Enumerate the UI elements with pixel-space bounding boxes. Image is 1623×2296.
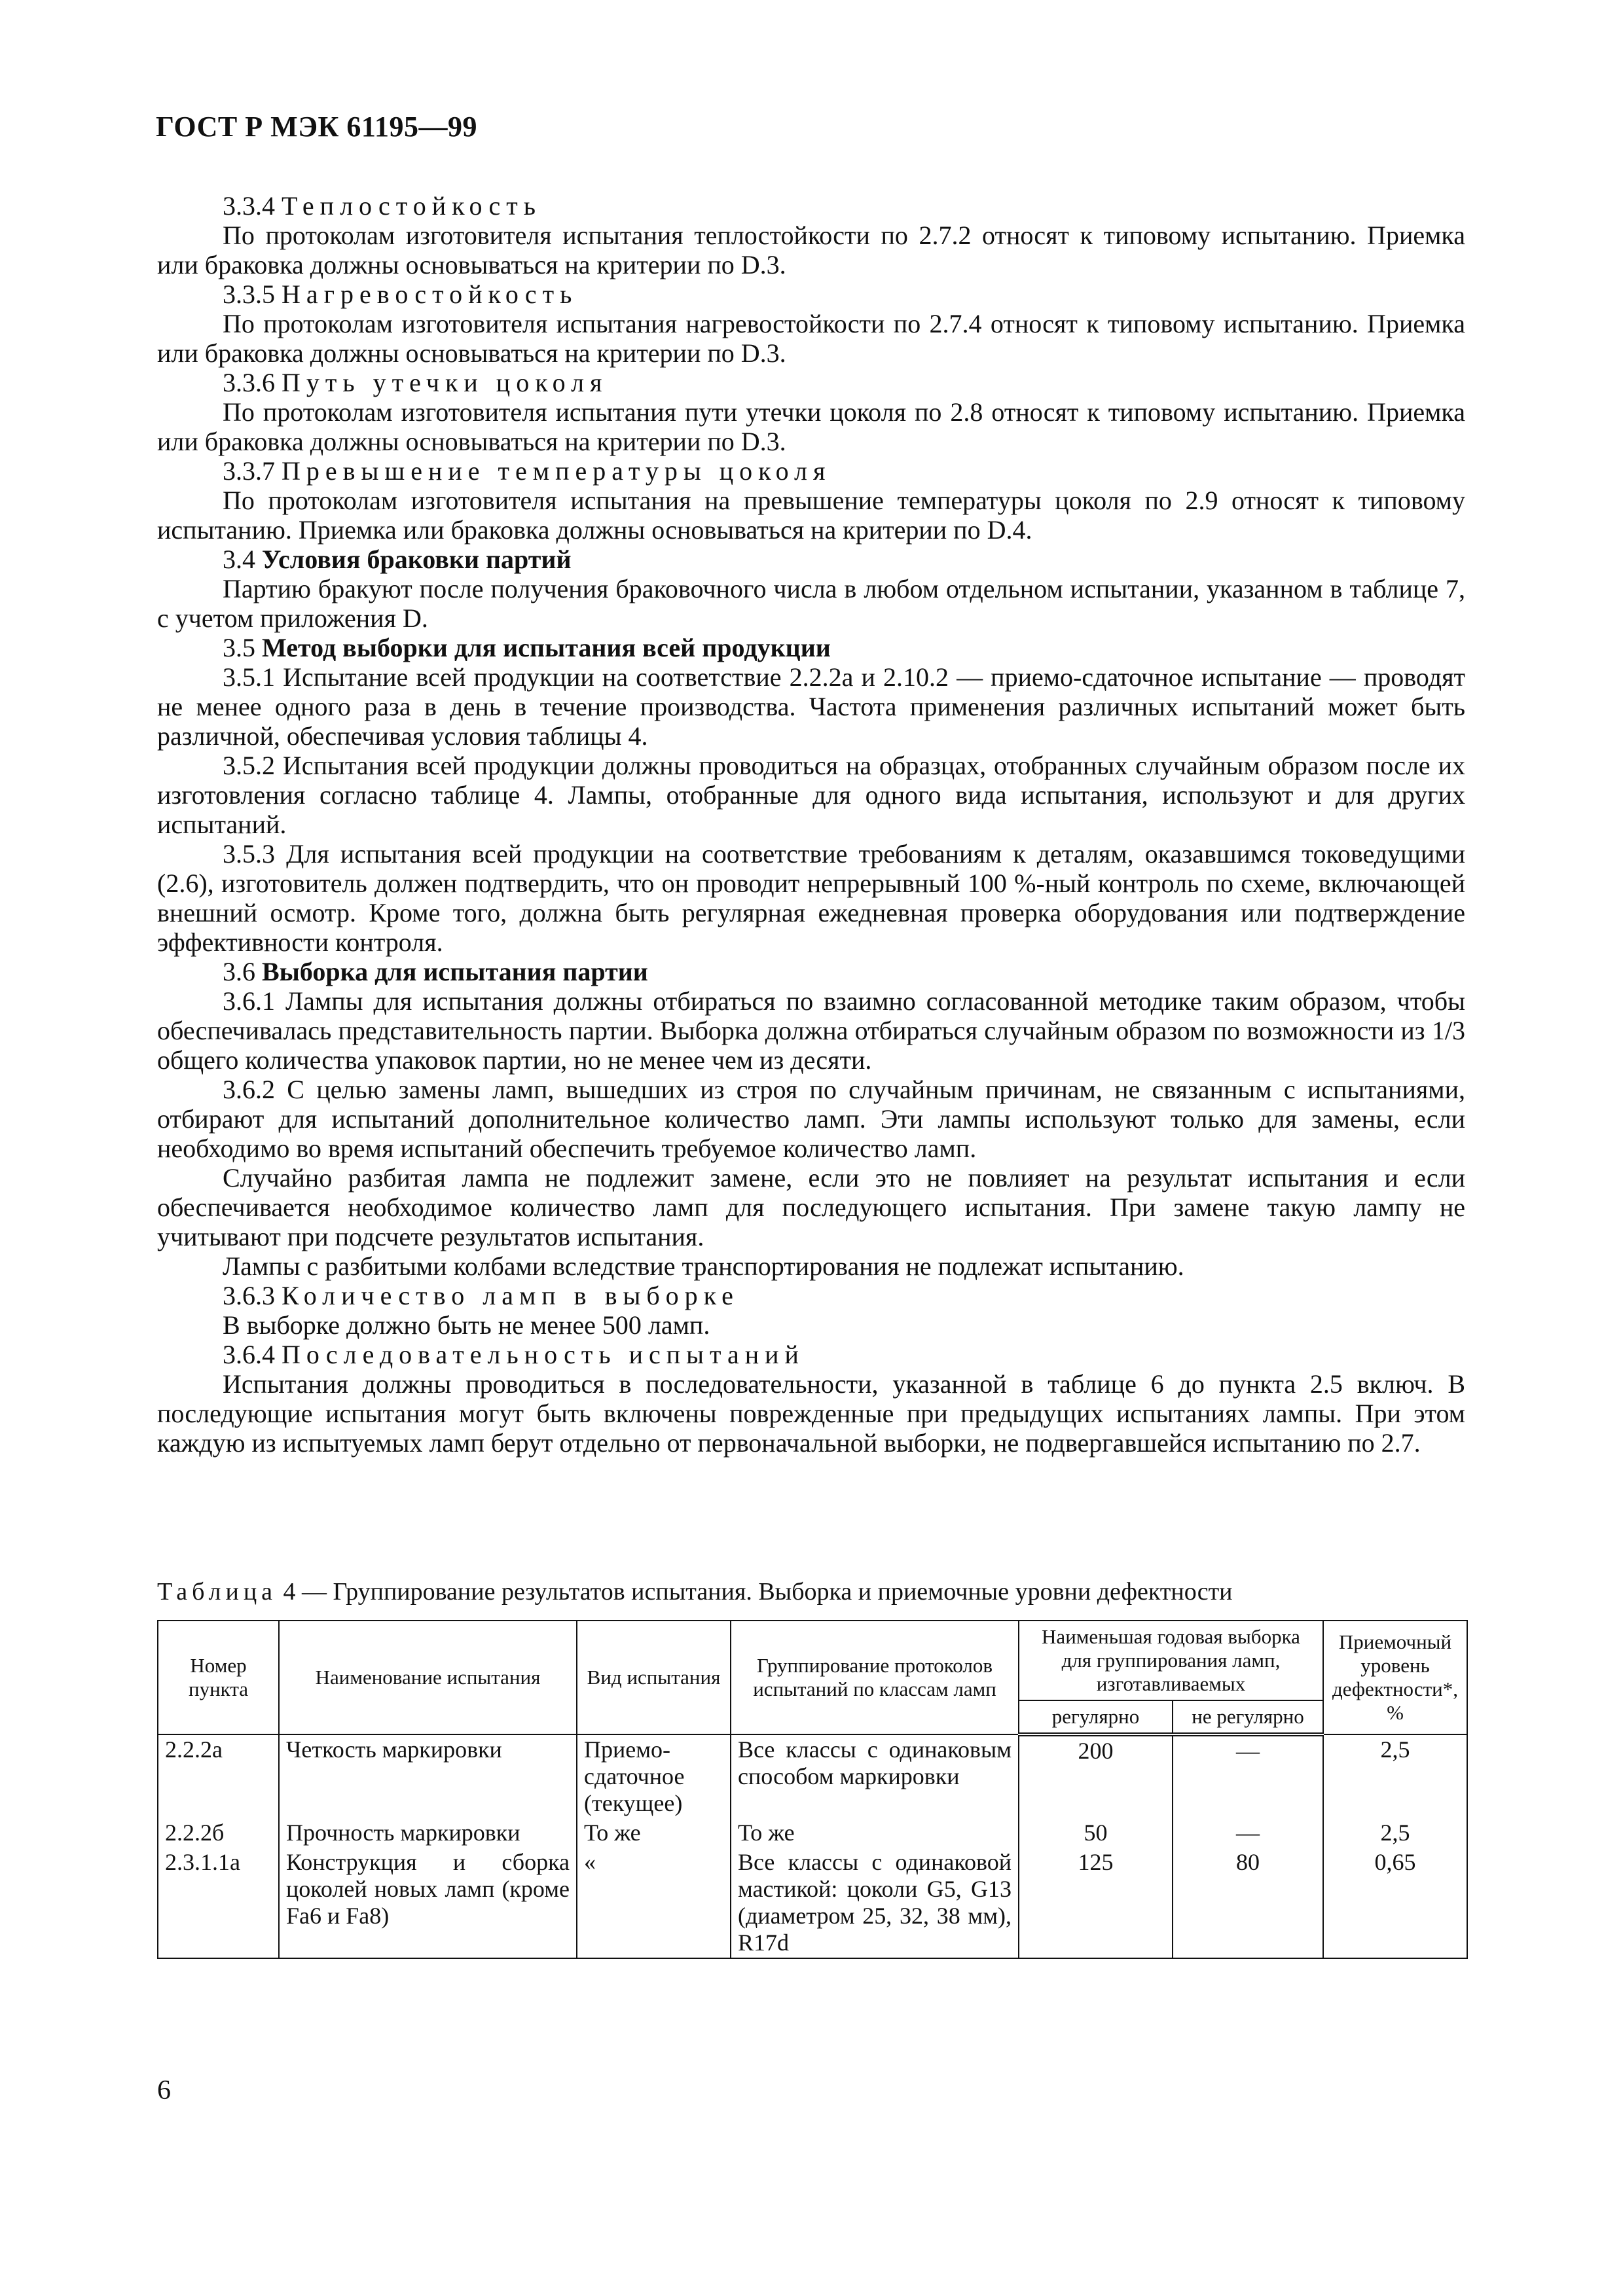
section-heading: 3.6 Выборка для испытания партии (223, 957, 648, 986)
paragraph: По протоколам изготовителя испытания на превышение температуры цоколя по 2.9 относят к типовому испытанию. Приемка или браковка должны основываться на критерии по D.4. (157, 486, 1465, 545)
table-4 (157, 1620, 1468, 1959)
paragraph: В выборке должно быть не менее 500 ламп. (223, 1310, 710, 1340)
paragraph: По протоколам изготовителя испытания нагревостойкости по 2.7.4 относят к типовому испытанию. Приемка или браковка должны основываться на критерии по D.3. (157, 309, 1465, 368)
header-min-sample: Наименьшая годовая выборка для группирования ламп, изготавливаемых (1019, 1621, 1323, 1700)
cell-kind: Приемо-сдаточное (текущее) (577, 1734, 731, 1818)
table-caption-text: 4 — Группирование результатов испытания. Выборка и приемочные уровни дефектности (283, 1578, 1233, 1605)
header-item-number: Номер пункта (158, 1621, 279, 1734)
cell-regular: 200 (1019, 1734, 1173, 1818)
page-number: 6 (157, 2075, 171, 2106)
header-grouping: Группирование протоколов испытаний по классам ламп (731, 1621, 1019, 1734)
paragraph: 3.5.1 Испытание всей продукции на соответствие 2.2.2а и 2.10.2 — приемо-сдаточное испытание — проводят не менее одного раза в день в течение производства. Частота применения различных испытаний может быть различной, обеспечивая условия таблицы 4. (157, 662, 1465, 751)
header-irregular: не регулярно (1173, 1700, 1323, 1734)
section-heading: 3.3.6 Путь утечки цоколя (223, 368, 608, 397)
section-heading: 3.4 Условия браковки партий (223, 545, 572, 574)
section-heading: 3.5 Метод выборки для испытания всей продукции (223, 633, 831, 662)
cell-num: 2.3.1.1а (158, 1848, 279, 1958)
cell-group: То же (731, 1818, 1019, 1848)
table-caption-label: Таблица (157, 1578, 278, 1605)
paragraph: 3.5.2 Испытания всей продукции должны проводиться на образцах, отобранных случайным образом после их изготовления согласно таблице 4. Лампы, отобранные для одного вида испытания, используют и для других испытаний. (157, 751, 1465, 839)
document-header: ГОСТ Р МЭК 61195—99 (156, 111, 478, 143)
paragraph: Испытания должны проводиться в последовательности, указанной в таблице 6 до пункта 2.5 включ. В последующие испытания могут быть включены поврежденные при предыдущих испытаниях лампы. При этом каждую из испытуемых ламп берут отдельно от первоначальной выборки, не подвергавшейся испытанию по 2.7. (157, 1369, 1465, 1458)
cell-kind: То же (577, 1818, 731, 1848)
cell-aql: 0,65 (1323, 1848, 1467, 1958)
section-heading: 3.3.7 Превышение температуры цоколя (223, 456, 831, 486)
table-caption (157, 1577, 1467, 1606)
table-row (158, 1818, 1467, 1848)
header-test-name: Наименование испытания (279, 1621, 577, 1734)
table-row (158, 1734, 1467, 1818)
paragraph: 3.6.1 Лампы для испытания должны отбираться по взаимно согласованной методике таким образом, чтобы обеспечивалась представительность партии. Выборка должна отбираться случайным образом по возможности из 1/3 общего количества упаковок партии, но не менее чем из десяти. (157, 986, 1465, 1075)
cell-num: 2.2.2б (158, 1818, 279, 1848)
cell-name: Конструкция и сборка цоколей новых ламп (кроме Fa6 и Fa8) (279, 1848, 577, 1958)
section-heading: 3.3.4 Теплостойкость (223, 191, 542, 221)
section-heading: 3.6.4 Последовательность испытаний (223, 1340, 805, 1369)
cell-num: 2.2.2а (158, 1734, 279, 1818)
cell-kind: « (577, 1848, 731, 1958)
cell-group: Все классы с одинаковой мастикой: цоколи G5, G13 (диаметром 25, 32, 38 мм), R17d (731, 1848, 1019, 1958)
paragraph: По протоколам изготовителя испытания пути утечки цоколя по 2.8 относят к типовому испытанию. Приемка или браковка должны основываться на критерии по D.3. (157, 397, 1465, 456)
cell-name: Прочность маркировки (279, 1818, 577, 1848)
section-heading: 3.6.3 Количество ламп в выборке (223, 1281, 739, 1310)
paragraph: Лампы с разбитыми колбами вследствие транспортирования не подлежат испытанию. (223, 1251, 1184, 1281)
section-heading: 3.3.5 Нагревостойкость (223, 279, 578, 309)
cell-name: Четкость маркировки (279, 1734, 577, 1818)
paragraph: По протоколам изготовителя испытания теплостойкости по 2.7.2 относят к типовому испытанию. Приемка или браковка должны основываться на критерии по D.3. (157, 221, 1465, 279)
table-row (158, 1848, 1467, 1958)
cell-irregular: 80 (1173, 1848, 1323, 1958)
cell-regular: 125 (1019, 1848, 1173, 1958)
document-body (157, 191, 1465, 1458)
paragraph: 3.6.2 С целью замены ламп, вышедших из строя по случайным причинам, не связанным с испытаниями, отбирают для испытаний дополнительное количество ламп. Эти лампы используют только для замены, если необходимо во время испытаний обеспечить требуемое количество ламп. (157, 1075, 1465, 1163)
cell-irregular: — (1173, 1818, 1323, 1848)
cell-regular: 50 (1019, 1818, 1173, 1848)
paragraph: Случайно разбитая лампа не подлежит замене, если это не повлияет на результат испытания и если обеспечивается необходимое количество ламп для последующего испытания. При замене такую лампу не учитывают при подсчете результатов испытания. (157, 1163, 1465, 1251)
cell-aql: 2,5 (1323, 1818, 1467, 1848)
header-aql: Приемочный уровень дефектности*, % (1323, 1621, 1467, 1734)
cell-aql: 2,5 (1323, 1734, 1467, 1818)
paragraph: Партию бракуют после получения браковочного числа в любом отдельном испытании, указанном в таблице 7, с учетом приложения D. (157, 574, 1465, 633)
cell-group: Все классы с одинаковым способом маркировки (731, 1734, 1019, 1818)
paragraph: 3.5.3 Для испытания всей продукции на соответствие требованиям к деталям, оказавшимся токоведущими (2.6), изготовитель должен подтвердить, что он проводит непрерывный 100 %-ный контроль по схеме, включающей внешний осмотр. Кроме того, должна быть регулярная ежедневная проверка оборудования или подтверждение эффективности контроля. (157, 839, 1465, 957)
header-regular: регулярно (1019, 1700, 1173, 1734)
cell-irregular: — (1173, 1734, 1323, 1818)
header-test-kind: Вид испытания (577, 1621, 731, 1734)
